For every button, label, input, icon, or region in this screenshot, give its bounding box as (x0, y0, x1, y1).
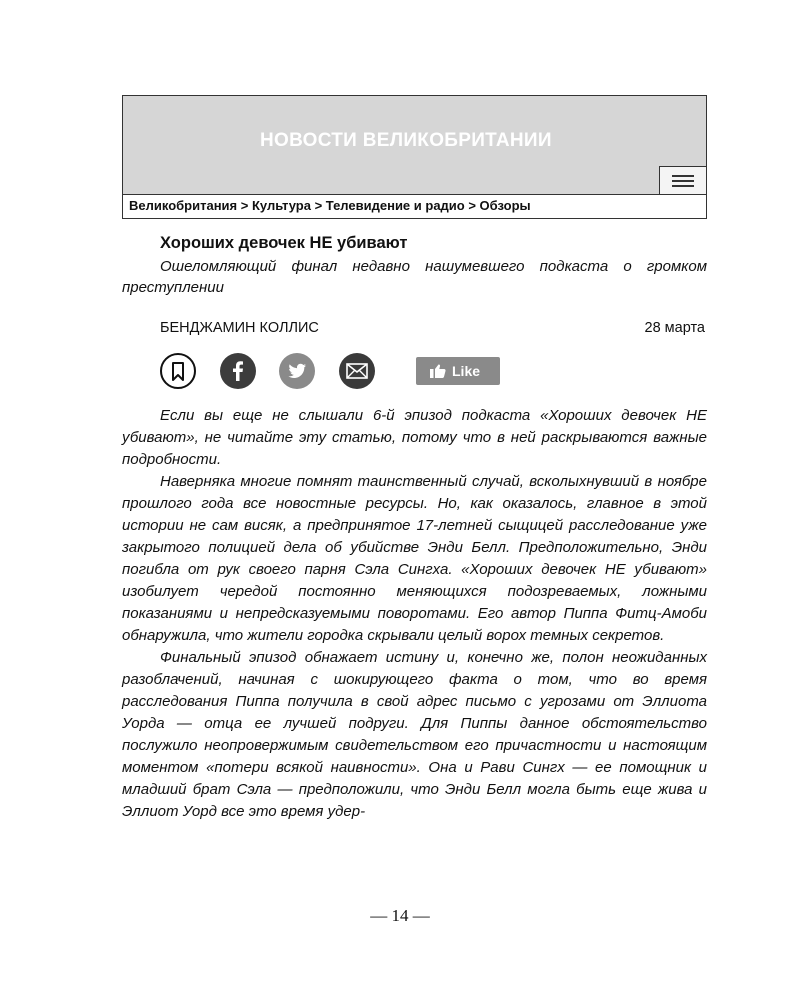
article-paragraph: Финальный эпизод обнажает истину и, конечно же, полон неожиданных разоблачений, начиная с шокирующего факта о том, что во время расследования Пиппа получила в свой адрес письмо с угрозами от Эллиота Уорда — отца ее лучшей подруги. Для Пиппы данное обстоятельство послужило неопровержимым свидетельством его причастности и настоящим моментом «потери всякой наивности». Она и Рави Сингх — ее помощник и младший брат Сэла — предположили, что Энди Белл могла быть еще жива и Эллиот Уорд все это время удер- (122, 649, 707, 820)
article-body (122, 405, 707, 823)
twitter-icon[interactable] (279, 353, 315, 389)
mail-icon[interactable] (339, 353, 375, 389)
like-button[interactable] (416, 357, 500, 385)
article-headline: Хороших девочек НЕ убивают (160, 234, 408, 252)
like-label: Like (452, 363, 481, 379)
site-title[interactable]: НОВОСТИ ВЕЛИКОБРИТАНИИ (260, 130, 552, 151)
site-header (122, 95, 707, 219)
article-date: 28 марта (644, 320, 705, 336)
article-paragraph: Наверняка многие помнят таинственный случай, всколыхнувший в ноябре прошлого года все новостные ресурсы. Но, как оказалось, главное в этой истории не сам висяк, а предпринятое 17-летней сыщицей расследование уже закрытого полицией дела об убийстве Энди Белл. Предположительно, Энди погибла от рук своего парня Сэла Сингха. «Хороших девочек НЕ убивают» изобилует чередой постоянно меняющихся подозреваемых, ложными показаниями и непредсказуемыми поворотами. Его автор Пиппа Фитц-Амоби обнаружила, что жители городка скрывали целый ворох темных секретов. (122, 473, 707, 644)
article-paragraph: Если вы еще не слышали 6-й эпизод подкаста «Хороших девочек НЕ убивают», не читайте эту статью, потому что в ней раскрываются важные подробности. (122, 407, 707, 468)
facebook-icon[interactable] (220, 353, 256, 389)
breadcrumb[interactable]: Великобритания > Культура > Телевидение и радио > Обзоры (123, 194, 706, 218)
thumbs-up-icon (430, 364, 446, 378)
article-subtitle: Ошеломляющий финал недавно нашумевшего подкаста о громком преступлении (122, 258, 707, 296)
hamburger-menu-icon[interactable] (659, 166, 707, 196)
bookmark-icon[interactable] (160, 353, 196, 389)
article-author[interactable]: БЕНДЖАМИН КОЛЛИС (160, 320, 319, 336)
page-number: — 14 — (370, 906, 430, 925)
